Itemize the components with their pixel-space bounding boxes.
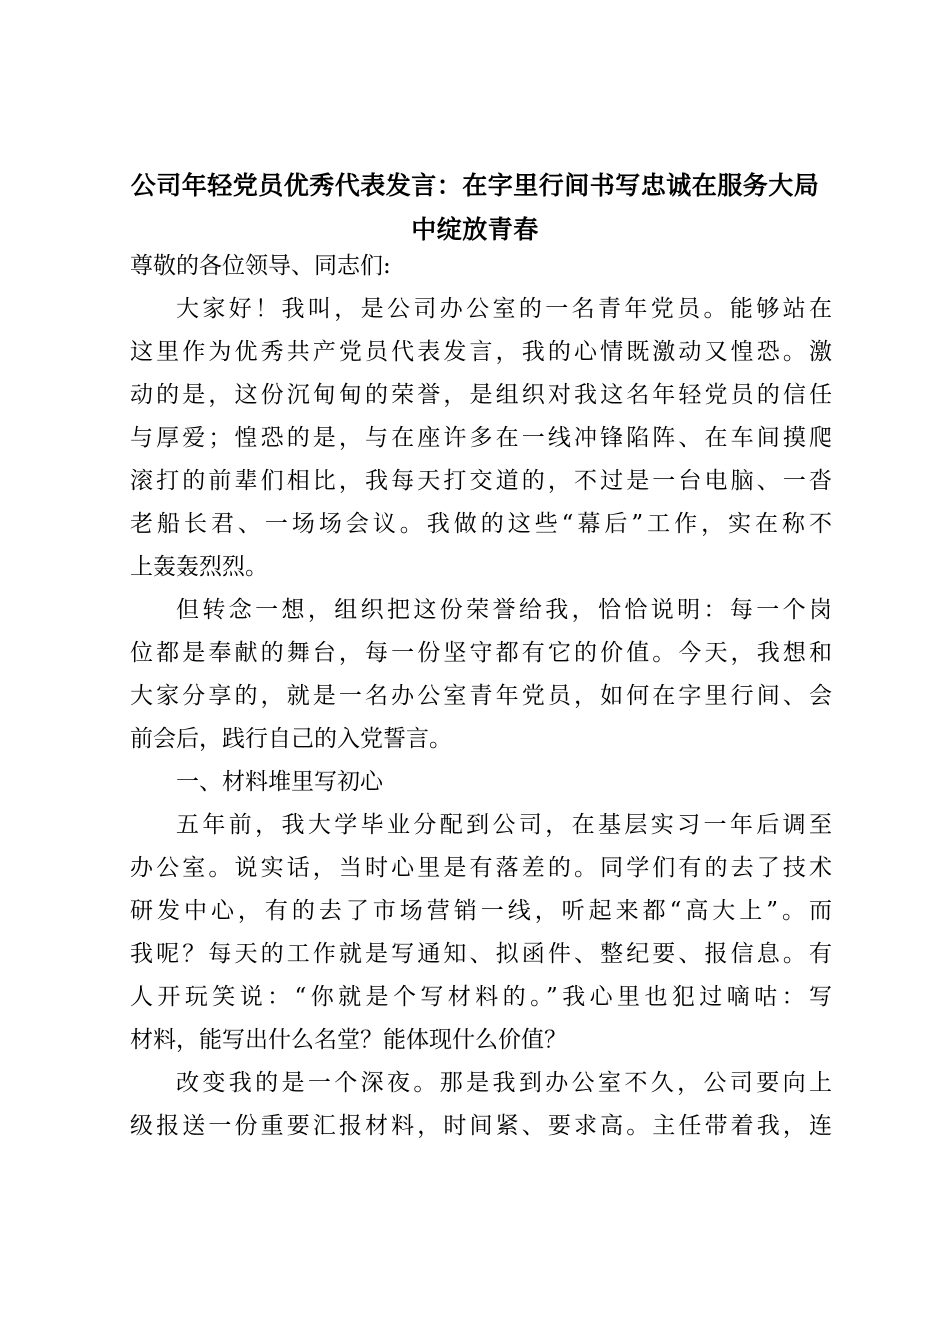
paragraph-line: 级报送一份重要汇报材料，时间紧、要求高。主任带着我，连 bbox=[130, 1113, 832, 1139]
paragraph-line: 位都是奉献的舞台，每一份坚守都有它的价值。今天，我想和 bbox=[130, 640, 832, 666]
paragraph-line: 与厚爱；惶恐的是，与在座许多在一线冲锋陷阵、在车间摸爬 bbox=[130, 425, 832, 451]
document-title bbox=[120, 164, 830, 252]
title-line-2: 中绽放青春 bbox=[411, 215, 539, 244]
paragraph-line: 五年前，我大学毕业分配到公司，在基层实习一年后调至 bbox=[176, 812, 832, 838]
paragraph-line: 人开玩笑说：“你就是个写材料的。”我心里也犯过嘀咕：写 bbox=[130, 984, 832, 1010]
paragraph-line: 这里作为优秀共产党员代表发言，我的心情既激动又惶恐。激 bbox=[130, 339, 832, 365]
paragraph-line: 材料，能写出什么名堂？能体现什么价值？ bbox=[130, 1027, 567, 1053]
paragraph-1 bbox=[130, 288, 832, 589]
paragraph-line: 动的是，这份沉甸甸的荣誉，是组织对我这名年轻党员的信任 bbox=[130, 382, 832, 408]
paragraph-line: 滚打的前辈们相比，我每天打交道的，不过是一台电脑、一沓 bbox=[130, 468, 832, 494]
paragraph-4 bbox=[130, 1062, 832, 1148]
paragraph-line: 改变我的是一个深夜。那是我到办公室不久，公司要向上 bbox=[176, 1070, 832, 1096]
section-heading: 一、材料堆里写初心 bbox=[176, 769, 383, 795]
paragraph-line: 但转念一想，组织把这份荣誉给我，恰恰说明：每一个岗 bbox=[176, 597, 832, 623]
paragraph-2 bbox=[130, 589, 832, 761]
paragraph-line: 前会后，践行自己的入党誓言。 bbox=[130, 726, 452, 752]
paragraph-line: 上轰轰烈烈。 bbox=[130, 554, 268, 580]
salutation: 尊敬的各位领导、同志们: bbox=[130, 253, 391, 279]
paragraph-3 bbox=[130, 804, 832, 1062]
paragraph-line: 研发中心，有的去了市场营销一线，听起来都“高大上”。而 bbox=[130, 898, 832, 924]
document-body bbox=[130, 245, 832, 1148]
paragraph-line: 老船长君、一场场会议。我做的这些“幕后”工作，实在称不 bbox=[130, 511, 832, 537]
title-line-1: 公司年轻党员优秀代表发言：在字里行间书写忠诚在服务大局 bbox=[130, 171, 820, 200]
paragraph-line: 大家分享的，就是一名办公室青年党员，如何在字里行间、会 bbox=[130, 683, 832, 709]
paragraph-line: 办公室。说实话，当时心里是有落差的。同学们有的去了技术 bbox=[130, 855, 832, 881]
paragraph-line: 大家好！我叫，是公司办公室的一名青年党员。能够站在 bbox=[176, 296, 832, 322]
paragraph-line: 我呢？每天的工作就是写通知、拟函件、整纪要、报信息。有 bbox=[130, 941, 832, 967]
